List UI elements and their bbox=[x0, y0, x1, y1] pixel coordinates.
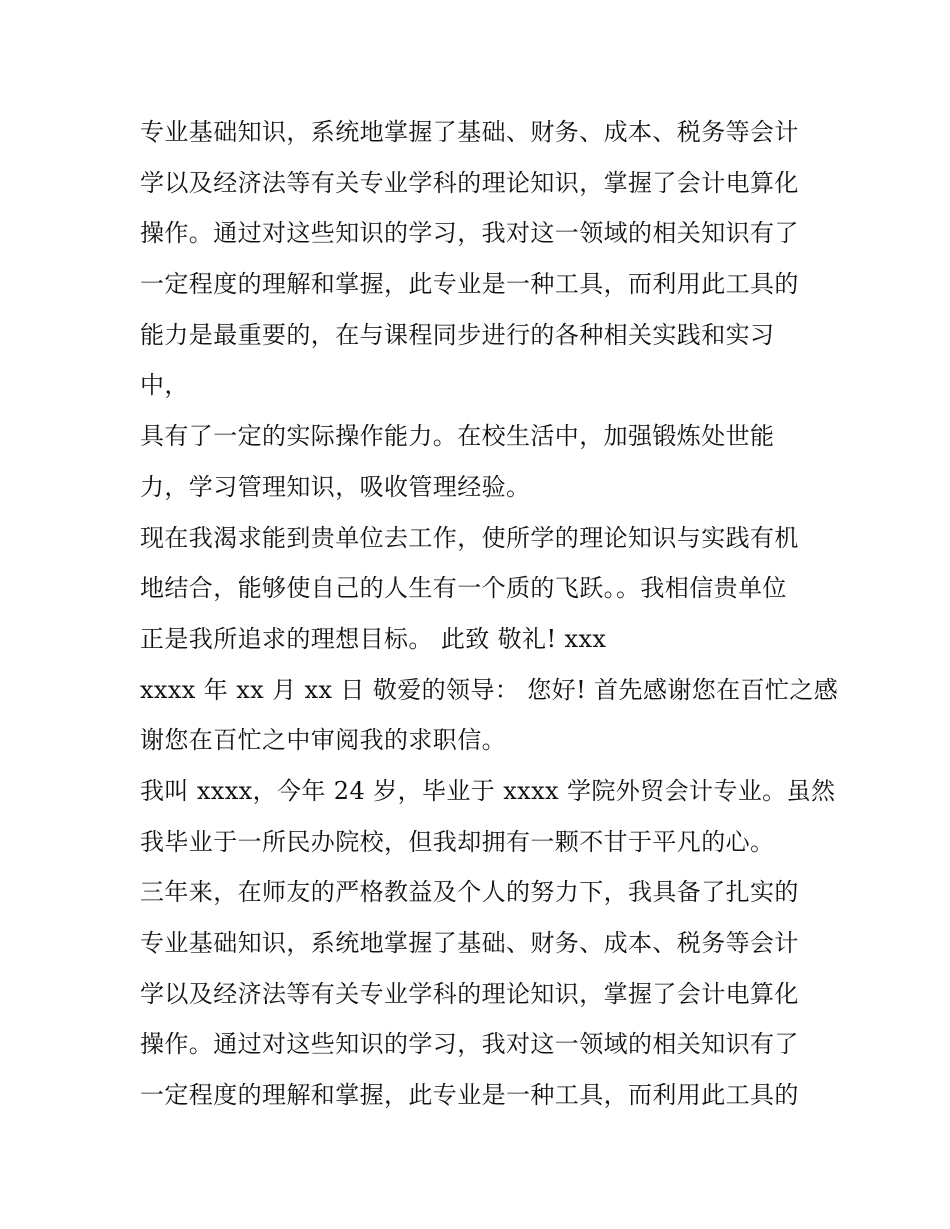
text-line-8: 力，学习管理知识，吸收管理经验。 bbox=[140, 472, 531, 501]
text-line-20: 一定程度的理解和掌握，此专业是一种工具，而利用此工具的 bbox=[140, 1081, 799, 1110]
text-line-9: 现在我渴求能到贵单位去工作，使所学的理论知识与实践有机 bbox=[140, 523, 799, 552]
text-line-3: 操作。通过对这些知识的学习，我对这一领域的相关知识有了 bbox=[140, 219, 799, 248]
text-line-19: 操作。通过对这些知识的学习，我对这一领域的相关知识有了 bbox=[140, 1030, 799, 1059]
text-line-5: 能力是最重要的，在与课程同步进行的各种相关实践和实习 bbox=[140, 320, 775, 349]
text-line-15: 我毕业于一所民办院校，但我却拥有一颗不甘于平凡的心。 bbox=[140, 827, 775, 856]
text-line-2: 学以及经济法等有关专业学科的理论知识，掌握了会计电算化 bbox=[140, 168, 799, 197]
document-body bbox=[140, 107, 839, 1121]
text-line-12: xxxx 年 xx 月 xx 日 敬爱的领导： 您好! 首先感谢您在百忙之感 bbox=[140, 675, 839, 704]
text-line-17: 专业基础知识，系统地掌握了基础、财务、成本、税务等会计 bbox=[140, 929, 799, 957]
text-line-13: 谢您在百忙之中审阅我的求职信。 bbox=[140, 726, 506, 755]
text-line-6: 中， bbox=[140, 371, 189, 400]
text-line-14: 我叫 xxxx，今年 24 岁，毕业于 xxxx 学院外贸会计专业。虽然 bbox=[140, 776, 836, 805]
text-line-18: 学以及经济法等有关专业学科的理论知识，掌握了会计电算化 bbox=[140, 979, 799, 1008]
text-line-10: 地结合，能够使自己的人生有一个质的飞跃。。我相信贵单位 bbox=[140, 574, 787, 603]
text-line-11: 正是我所追求的理想目标。 此致 敬礼! xxx bbox=[140, 624, 607, 653]
text-line-16: 三年来，在师友的严格教益及个人的努力下，我具备了扎实的 bbox=[140, 878, 799, 907]
text-line-1: 专业基础知识，系统地掌握了基础、财务、成本、税务等会计 bbox=[140, 118, 799, 146]
text-line-4: 一定程度的理解和掌握，此专业是一种工具，而利用此工具的 bbox=[140, 270, 799, 299]
text-line-7: 具有了一定的实际操作能力。在校生活中，加强锻炼处世能 bbox=[140, 422, 775, 451]
